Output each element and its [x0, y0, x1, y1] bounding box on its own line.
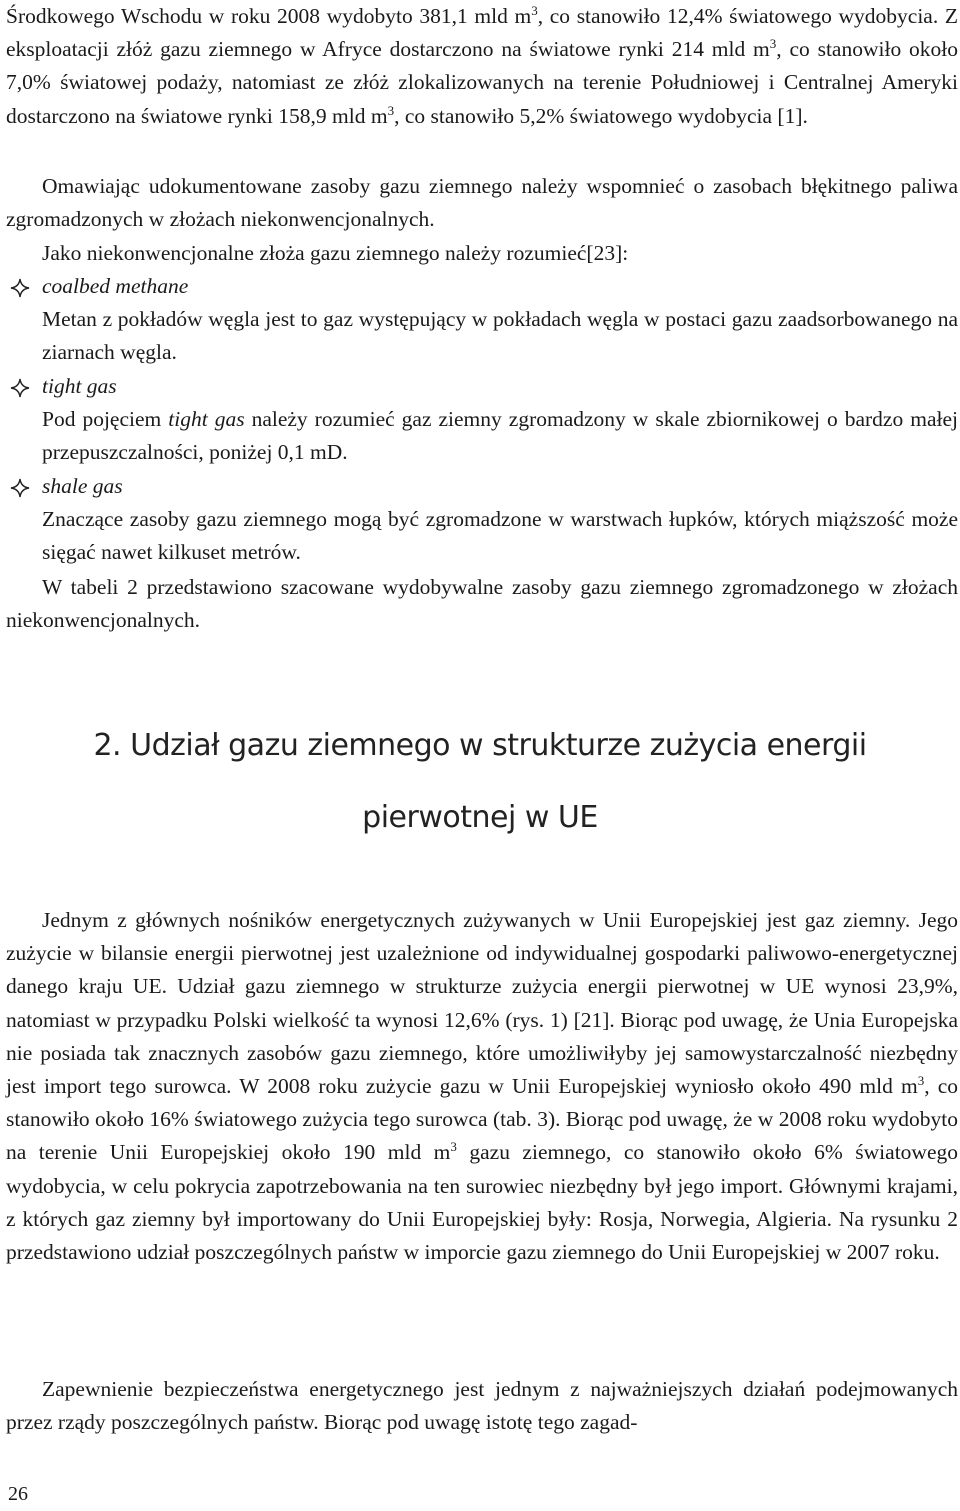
intro-paragraph-2: Omawiając udokumentowane zasoby gazu ziemnego należy wspomnieć o zasobach błękitnego paliwa zgromadzonych w złożach niekonwencjonalnych. [6, 174, 958, 232]
section-heading-line-2: pierwotnej w UE [362, 800, 598, 835]
bullet-description: Metan z pokładów węgla jest to gaz występujący w pokładach węgla w postaci gazu zaadsorbowanego na ziarnach węgla. [42, 307, 958, 365]
section-heading-line-1: 2. Udział gazu ziemnego w strukturze zużycia energii [93, 728, 867, 763]
intro-paragraph-3: Jako niekonwencjonalne złoża gazu ziemnego należy rozumieć[23]: [42, 241, 629, 265]
diamond-star-icon [10, 378, 30, 398]
page-number: 26 [8, 1483, 28, 1505]
diamond-star-icon [10, 278, 30, 298]
bullet-description: Pod pojęciem tight gas należy rozumieć gaz ziemny zgromadzony w skale zbiornikowej o bardzo małej przepuszczalności, poniżej 0,1 mD. [42, 407, 958, 465]
intro-paragraph-1: Środkowego Wschodu w roku 2008 wydobyto 381,1 mld $m^3$, co stanowiło 12,4% światowego wydobycia. Z eksploatacji złóż gazu ziemnego w Afryce dostarczono na światowe rynki 214 mld $m^3$, co stanowiło około 7,0% światowej podaży, natomiast ze złóż zlokalizowanych na terenie Południowej i Centralnej Ameryki dostarczono na światowe rynki 158,9 mld $m^3$, co stanowiło 5,2% światowego wydobycia [1]. [6, 3, 958, 128]
diamond-star-icon [10, 478, 30, 498]
table-reference-paragraph: W tabeli 2 przedstawiono szacowane wydobywalne zasoby gazu ziemnego zgromadzonego w złożach niekonwencjonalnych. [6, 575, 958, 633]
bullet-term: coalbed methane [42, 274, 189, 298]
body-paragraph-1: Jednym z głównych nośników energetycznych zużywanych w Unii Europejskiej jest gaz ziemny. Jego zużycie w bilansie energii pierwotnej jest uzależnione od indywidualnej gospodarki paliwowo-energetycznej danego kraju UE. Udział gazu ziemnego w strukturze zużycia energii pierwotnej w UE wynosi 23,9%, natomiast w przypadku Polski wielkość ta wynosi 12,6% (rys. 1) [21]. Biorąc pod uwagę, że Unia Europejska nie posiada tak znacznych zasobów gazu ziemnego, które umożliwiłyby jej samowystarczalność niezbędny jest import tego surowca. W 2008 roku zużycie gazu w Unii Europejskiej wyniosło około 490 mld $m^3$, co stanowiło około 16% światowego zużycia tego surowca (tab. 3). Biorąc pod uwagę, że w 2008 roku wydobyto na terenie Unii Europejskiej około 190 mld $m^3$ gazu ziemnego, co stanowiło około 6% światowego wydobycia, w celu pokrycia zapotrzebowania na ten surowiec niezbędny był jego import. Głównymi krajami, z których gaz ziemny był importowany do Unii Europejskiej były: Rosja, Norwegia, Algieria. Na rysunku 2 przedstawiono udział poszczególnych państw w imporcie gazu ziemnego do Unii Europejskiej w 2007 roku. [6, 908, 958, 1265]
bullet-description: Znaczące zasoby gazu ziemnego mogą być zgromadzone w warstwach łupków, których miąższość może sięgać nawet kilkuset metrów. [42, 507, 958, 565]
body-paragraph-2: Zapewnienie bezpieczeństwa energetycznego jest jednym z najważniejszych działań podejmowanych przez rządy poszczególnych państw. Biorąc pod uwagę istotę tego zagad- [6, 1377, 958, 1435]
bullet-term: tight gas [42, 374, 117, 398]
bullet-term: shale gas [42, 474, 123, 498]
